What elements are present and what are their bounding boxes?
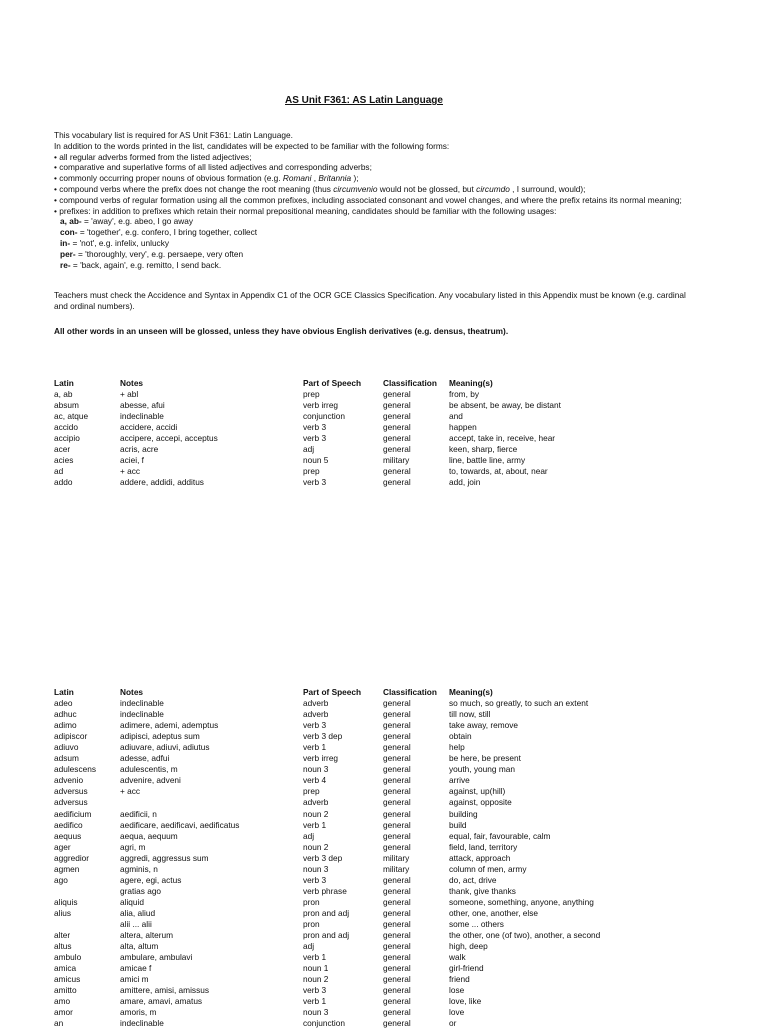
table-row [54,455,749,466]
column-header-pos: Part of Speech [303,378,362,388]
table-row [54,897,749,908]
cell-latin: an [54,1018,64,1029]
cell-notes: amittere, amisi, amissus [120,985,209,996]
cell-meaning: other, one, another, else [449,907,539,918]
cell-meaning: someone, something, anyone, anything [449,896,594,907]
cell-pos: verb phrase [303,885,347,896]
table-row [54,731,749,742]
cell-meaning: against, up(hill) [449,786,506,797]
cell-notes: amicae f [120,963,152,974]
cell-classification: general [383,963,411,974]
prefix-usage [54,249,694,260]
cell-pos: conjunction [303,1018,345,1029]
cell-meaning: and [449,411,463,422]
cell-meaning: lose [449,985,465,996]
cell-classification: general [383,819,411,830]
column-header-meaning: Meaning(s) [449,378,493,388]
cell-notes: amare, amavi, amatus [120,996,203,1007]
table-row [54,720,749,731]
cell-latin: adversus [54,786,88,797]
cell-meaning: help [449,742,465,753]
prefix-usage [54,227,694,238]
bullet-text: , [311,173,319,184]
table-row [54,786,749,797]
cell-pos: pron [303,918,320,929]
cell-classification: general [383,974,411,985]
cell-pos: verb irreg [303,753,339,764]
vocab-table-2 [54,687,749,1029]
cell-latin: alter [54,930,71,941]
cell-meaning: keen, sharp, fierce [449,444,518,455]
cell-notes: alta, altum [120,941,159,952]
cell-pos: adj [303,941,315,952]
cell-latin: absum [54,400,79,411]
cell-pos: verb 3 dep [303,852,343,863]
cell-pos: verb 1 [303,742,327,753]
cell-notes: agere, egi, actus [120,874,182,885]
cell-pos: adverb [303,709,329,720]
table-row [54,853,749,864]
cell-pos: adverb [303,698,329,709]
italic-example: Romani [282,173,312,184]
table-row [54,753,749,764]
cell-latin: adiuvo [54,742,79,753]
cell-latin: adhuc [54,709,77,720]
cell-pos: verb 1 [303,819,327,830]
cell-latin: amitto [54,985,77,996]
cell-pos: pron and adj [303,907,350,918]
cell-meaning: from, by [449,389,479,400]
cell-notes: aedificare, aedificavi, aedificatus [120,819,240,830]
prefix-text: = 'thoroughly, very', e.g. persaepe, very often [75,248,244,259]
bullet-adverbs: • all regular adverbs formed from the listed adjectives; [54,151,252,162]
cell-classification: general [383,400,411,411]
cell-classification: general [383,786,411,797]
italic-example: circumdo [476,183,510,194]
prefix-usage [54,260,694,271]
cell-notes: amici m [120,974,149,985]
cell-pos: verb 1 [303,996,327,1007]
cell-pos: verb 3 [303,874,327,885]
cell-classification: general [383,952,411,963]
bullet-text: • commonly occurring proper nouns of obvious formation (e.g. [54,173,283,184]
cell-notes: adimere, ademi, ademptus [120,720,219,731]
table-row [54,709,749,720]
cell-meaning: till now, still [449,709,491,720]
table-row [54,842,749,853]
cell-latin: amo [54,996,71,1007]
bullet-regular-compounds: • compound verbs of regular formation using all the common prefixes, including associated consonant and vowel changes, and where the prefix retains its normal meaning; [54,194,682,205]
cell-pos: adverb [303,797,329,808]
cell-classification: general [383,918,411,929]
table-row [54,742,749,753]
cell-classification: military [383,863,410,874]
prefix-label: con- [60,227,78,238]
cell-classification: general [383,444,411,455]
cell-latin: ager [54,841,71,852]
cell-pos: verb irreg [303,400,339,411]
bullet-compound-verbs [54,184,694,195]
cell-classification: general [383,731,411,742]
cell-notes: + acc [120,466,141,477]
table-row [54,985,749,996]
cell-latin: ago [54,874,68,885]
table-row [54,764,749,775]
intro-line: This vocabulary list is required for AS Unit F361: Latin Language. [54,130,293,140]
vocab-table-1 [54,378,749,488]
bullet-comparatives: • comparative and superlative forms of all listed adjectives and corresponding adverbs; [54,162,372,173]
cell-pos: noun 2 [303,808,329,819]
prefix-label: a, ab- [60,216,82,227]
table-row [54,411,749,422]
cell-latin: adipiscor [54,731,88,742]
cell-classification: general [383,874,411,885]
cell-meaning: attack, approach [449,852,511,863]
cell-meaning: build [449,819,467,830]
cell-latin: adversus [54,797,88,808]
cell-notes: amoris, m [120,1007,157,1018]
cell-meaning: walk [449,952,466,963]
cell-latin: aliquis [54,896,78,907]
page-title: AS Unit F361: AS Latin Language [285,95,443,106]
table-row [54,875,749,886]
column-header-latin: Latin [54,378,74,388]
table-row [54,433,749,444]
intro-section [54,130,694,337]
cell-classification: general [383,742,411,753]
table-row [54,974,749,985]
italic-example: Britannia [318,173,352,184]
cell-meaning: arrive [449,775,470,786]
cell-meaning: column of men, army [449,863,527,874]
cell-pos: noun 5 [303,455,329,466]
bullet-text: ); [351,173,359,184]
cell-meaning: obtain [449,731,472,742]
column-header-notes: Notes [120,687,144,697]
teachers-note: Teachers must check the Accidence and Syntax in Appendix C1 of the OCR GCE Classics Specification. Any vocabulary listed in this Appendix must be known (e.g. cardinal and ordinal numbers). [54,290,686,312]
cell-classification: general [383,709,411,720]
cell-classification: general [383,907,411,918]
table-row [54,422,749,433]
cell-classification: general [383,753,411,764]
cell-meaning: accept, take in, receive, hear [449,433,556,444]
cell-notes: indeclinable [120,1018,164,1029]
cell-notes: aequa, aequum [120,830,178,841]
cell-meaning: the other, one (of two), another, a second [449,930,601,941]
cell-pos: noun 3 [303,764,329,775]
glossed-note: All other words in an unseen will be glossed, unless they have obvious English derivatives (e.g. densus, theatrum). [54,325,509,336]
cell-meaning: against, opposite [449,797,512,808]
table-row [54,775,749,786]
table-header [54,378,749,389]
prefix-label: re- [60,259,71,270]
cell-pos: conjunction [303,411,345,422]
cell-pos: pron [303,896,320,907]
cell-latin: adulescens [54,764,96,775]
cell-pos: prep [303,786,320,797]
cell-meaning: building [449,808,478,819]
cell-latin: amicus [54,974,81,985]
cell-meaning: line, battle line, army [449,455,526,466]
cell-classification: general [383,797,411,808]
table-row [54,698,749,709]
cell-notes: accidere, accidi [120,422,178,433]
cell-notes: indeclinable [120,709,164,720]
cell-notes: aliquid [120,896,144,907]
cell-latin: aedificium [54,808,92,819]
cell-latin: accipio [54,433,80,444]
cell-pos: verb 3 [303,422,327,433]
cell-latin: agmen [54,863,80,874]
cell-pos: verb 3 dep [303,731,343,742]
bullet-proper-nouns [54,173,694,184]
cell-latin: acer [54,444,71,455]
cell-pos: verb 3 [303,477,327,488]
cell-meaning: youth, young man [449,764,515,775]
table-row [54,930,749,941]
cell-classification: general [383,941,411,952]
prefix-label: in- [60,237,71,248]
prefix-text: = 'together', e.g. confero, I bring together, collect [77,227,258,238]
cell-latin: ambulo [54,952,82,963]
column-header-meaning: Meaning(s) [449,687,493,697]
table-row [54,864,749,875]
cell-classification: general [383,720,411,731]
cell-notes: altera, alterum [120,930,174,941]
cell-notes: ambulare, ambulavi [120,952,193,963]
cell-pos: verb 4 [303,775,327,786]
cell-classification: military [383,455,410,466]
table-row [54,996,749,1007]
table-row [54,941,749,952]
cell-classification: general [383,930,411,941]
cell-classification: general [383,775,411,786]
cell-meaning: do, act, drive [449,874,497,885]
cell-classification: general [383,996,411,1007]
table-row [54,389,749,400]
cell-notes: aciei, f [120,455,144,466]
prefix-text: = 'away', e.g. abeo, I go away [81,216,193,227]
cell-pos: adj [303,830,315,841]
cell-notes: advenire, adveni [120,775,181,786]
table-row [54,797,749,808]
table-row [54,1007,749,1018]
cell-classification: general [383,466,411,477]
cell-notes: alii ... alii [120,918,152,929]
bullet-text: • compound verbs where the prefix does not change the root meaning (thus [54,183,334,194]
cell-pos: pron and adj [303,930,350,941]
prefix-text: = 'not', e.g. infelix, unlucky [70,237,170,248]
table-row [54,908,749,919]
cell-notes: acris, acre [120,444,159,455]
table-row [54,886,749,897]
cell-pos: noun 1 [303,963,329,974]
cell-meaning: love, like [449,996,482,1007]
cell-classification: general [383,389,411,400]
cell-latin: a, ab [54,389,73,400]
cell-notes: aggredi, aggressus sum [120,852,209,863]
cell-classification: general [383,885,411,896]
cell-latin: alius [54,907,72,918]
cell-notes: addere, addidi, additus [120,477,204,488]
cell-latin [54,886,120,897]
cell-classification: general [383,841,411,852]
cell-meaning: happen [449,422,477,433]
cell-notes: adulescentis, m [120,764,178,775]
cell-pos: noun 3 [303,863,329,874]
cell-classification: general [383,411,411,422]
cell-notes: indeclinable [120,698,164,709]
cell-latin: adeo [54,698,73,709]
cell-pos: prep [303,389,320,400]
cell-notes: agri, m [120,841,146,852]
cell-pos: verb 1 [303,952,327,963]
cell-pos: noun 2 [303,974,329,985]
cell-latin: acies [54,455,74,466]
cell-notes: gratias ago [120,885,162,896]
cell-latin: amica [54,963,77,974]
column-header-classification: Classification [383,687,437,697]
cell-classification: general [383,830,411,841]
cell-notes: adipisci, adeptus sum [120,731,200,742]
cell-latin: amor [54,1007,73,1018]
cell-pos: verb 3 [303,720,327,731]
prefix-usage [54,216,694,227]
table-row [54,466,749,477]
table-row [54,400,749,411]
cell-latin [54,919,120,930]
prefix-label: per- [60,248,76,259]
table-row [54,919,749,930]
cell-classification: general [383,896,411,907]
cell-notes: abesse, afui [120,400,165,411]
cell-notes [120,797,303,808]
cell-meaning: add, join [449,477,481,488]
table-row [54,952,749,963]
cell-latin: ac, atque [54,411,89,422]
cell-pos: noun 3 [303,1007,329,1018]
cell-latin: altus [54,941,72,952]
cell-meaning: friend [449,974,470,985]
cell-classification: general [383,433,411,444]
cell-latin: aequus [54,830,82,841]
cell-meaning: take away, remove [449,720,519,731]
cell-classification: general [383,808,411,819]
cell-classification: general [383,477,411,488]
column-header-latin: Latin [54,687,74,697]
table-header [54,687,749,698]
table-row [54,820,749,831]
cell-classification: general [383,1018,411,1029]
cell-classification: general [383,764,411,775]
cell-meaning: so much, so greatly, to such an extent [449,698,589,709]
cell-classification: general [383,698,411,709]
cell-notes: + acc [120,786,141,797]
cell-meaning: to, towards, at, about, near [449,466,548,477]
cell-meaning: or [449,1018,457,1029]
cell-meaning: girl-friend [449,963,484,974]
cell-classification: general [383,985,411,996]
cell-meaning: high, deep [449,941,488,952]
intro-line: In addition to the words printed in the list, candidates will be expected to be familiar with the following forms: [54,140,450,151]
cell-latin: ad [54,466,64,477]
cell-latin: addo [54,477,73,488]
cell-meaning: be absent, be away, be distant [449,400,561,411]
prefix-text: = 'back, again', e.g. remitto, I send back. [70,259,222,270]
table-row [54,444,749,455]
cell-notes: aedificii, n [120,808,157,819]
cell-pos: prep [303,466,320,477]
cell-notes: indeclinable [120,411,164,422]
cell-meaning: love [449,1007,465,1018]
cell-latin: adsum [54,753,79,764]
cell-meaning: be here, be present [449,753,521,764]
column-header-notes: Notes [120,378,144,388]
cell-notes: agminis, n [120,863,158,874]
cell-pos: verb 3 [303,985,327,996]
prefix-usage [54,238,694,249]
cell-latin: advenio [54,775,84,786]
cell-notes: adiuvare, adiuvi, adiutus [120,742,210,753]
cell-meaning: thank, give thanks [449,885,516,896]
cell-notes: alia, aliud [120,907,156,918]
cell-meaning: some ... others [449,918,504,929]
cell-latin: accido [54,422,78,433]
bullet-text: , I surround, would); [509,183,586,194]
table-row [54,831,749,842]
table-row [54,963,749,974]
bullet-prefixes: • prefixes: in addition to prefixes which retain their normal prepositional meaning, candidates should be familiar with the following usages: [54,205,557,216]
bullet-text: would not be glossed, but [377,183,477,194]
cell-pos: adj [303,444,315,455]
cell-meaning: equal, fair, favourable, calm [449,830,551,841]
cell-notes: accipere, accepi, acceptus [120,433,218,444]
table-row [54,477,749,488]
cell-latin: aedifico [54,819,83,830]
cell-latin: adimo [54,720,77,731]
column-header-classification: Classification [383,378,437,388]
cell-notes: adesse, adfui [120,753,170,764]
cell-latin: aggredior [54,852,90,863]
cell-classification: general [383,1007,411,1018]
table-row [54,809,749,820]
cell-pos: noun 2 [303,841,329,852]
column-header-pos: Part of Speech [303,687,362,697]
italic-example: circumvenio [333,183,378,194]
cell-classification: military [383,852,410,863]
cell-pos: verb 3 [303,433,327,444]
cell-classification: general [383,422,411,433]
cell-notes: + abl [120,389,139,400]
cell-meaning: field, land, territory [449,841,518,852]
